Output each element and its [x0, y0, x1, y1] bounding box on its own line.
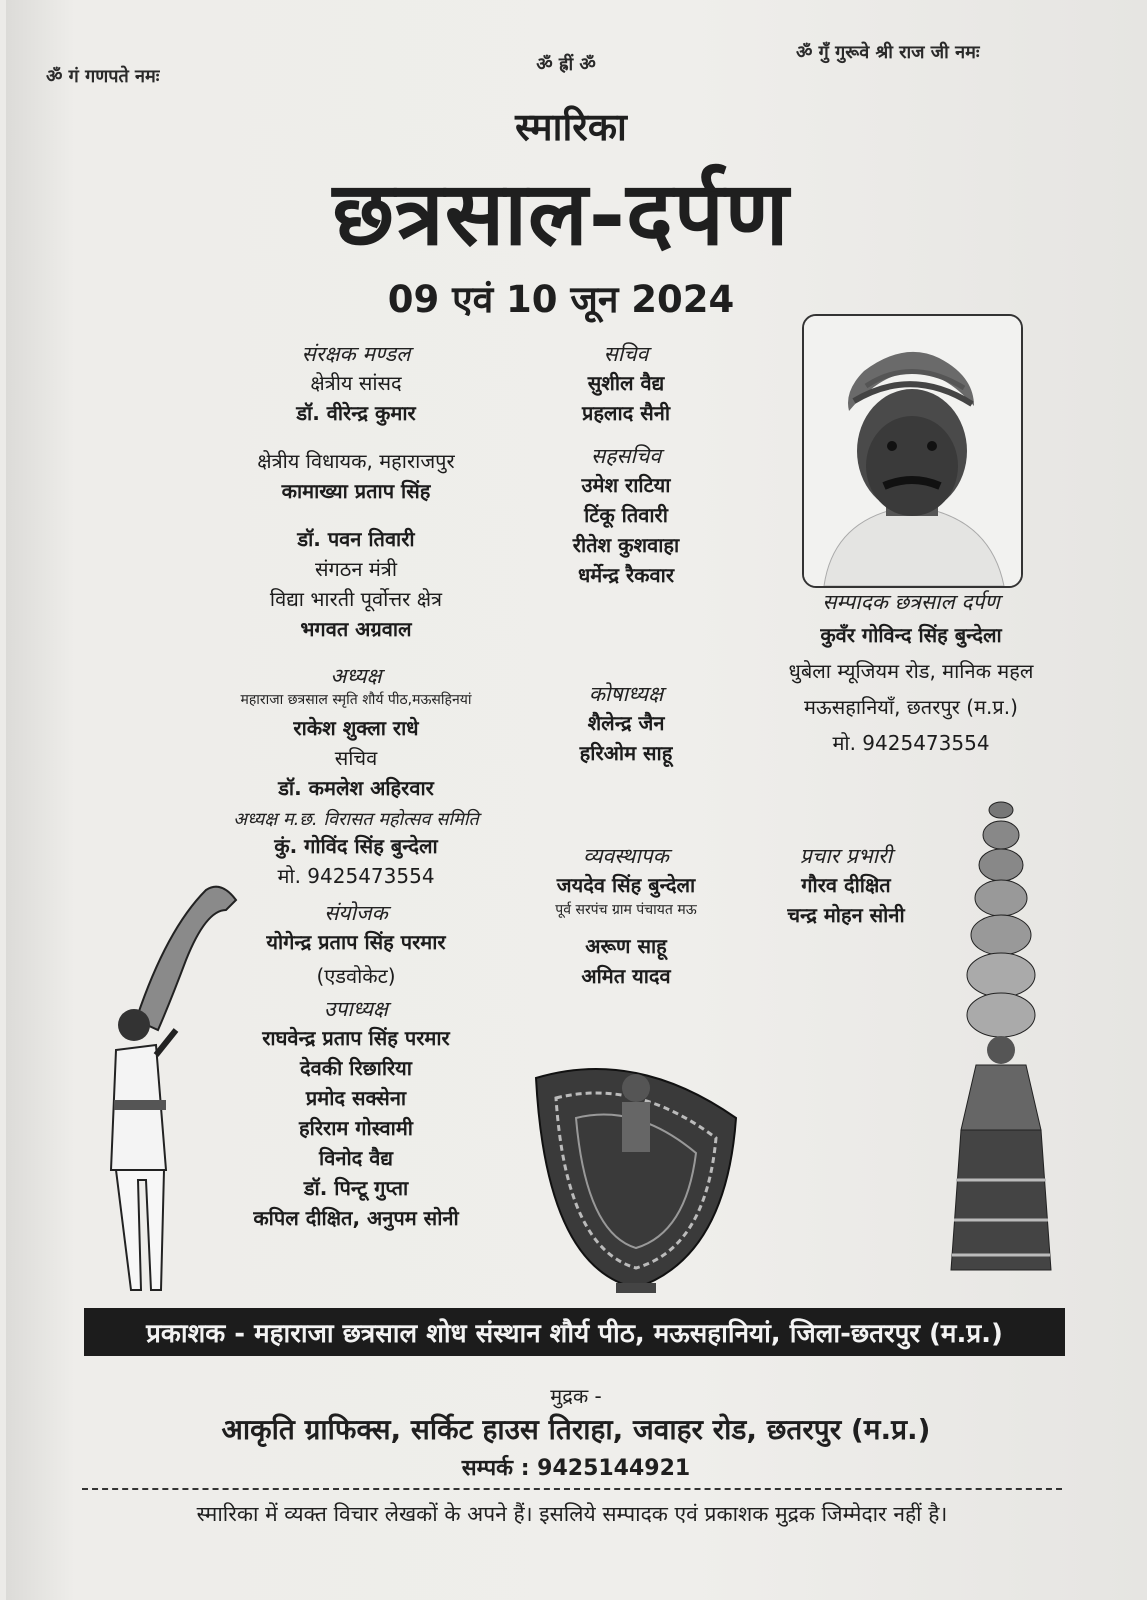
joint-secretary-name: रीतेश कुशवाहा — [572, 533, 680, 557]
mla-role: क्षेत्रीय विधायक, महाराजपुर — [257, 449, 455, 473]
publicity-block — [746, 842, 946, 930]
org-name: भगवत अग्रवाल — [300, 617, 412, 641]
printer-label: मुद्रक - — [550, 1384, 602, 1408]
vp-name: कपिल दीक्षित, अनुपम सोनी — [253, 1206, 459, 1230]
pot-carrier-illustration — [946, 800, 1056, 1290]
org-role: संगठन मंत्री — [314, 557, 398, 581]
souvenir-page — [6, 0, 1147, 1600]
joint-secretary-heading: सहसचिव — [591, 444, 661, 468]
festival-heading: अध्यक्ष म.छ. विरासत महोत्सव समिति — [233, 809, 479, 830]
invocation-left: ॐ गं गणपते नमः — [46, 66, 160, 87]
mla-name: कामाख्या प्रताप सिंह — [281, 479, 431, 503]
secretary-name: डॉ. कमलेश अहिरवार — [278, 776, 434, 800]
mp-role: क्षेत्रीय सांसद — [310, 371, 402, 395]
editor-heading: सम्पादक छत्रसाल दर्पण — [822, 590, 1000, 614]
vp-heading: उपाध्यक्ष — [323, 997, 388, 1021]
manager-name: जयदेव सिंह बुन्देला — [556, 873, 696, 897]
joint-secretary-name: धर्मेन्द्र रैकवार — [577, 563, 675, 587]
main-title: छत्रसाल-दर्पण — [332, 161, 790, 265]
president-org: महाराजा छत्रसाल स्मृति शौर्य पीठ,मऊसहिनयां — [240, 692, 472, 708]
publicity-name: चन्द्र मोहन सोनी — [787, 903, 905, 927]
secretary-heading: सचिव — [334, 746, 378, 770]
convener-name: योगेन्द्र प्रताप सिंह परमार — [266, 930, 446, 954]
treasurer-name: हरिओम साहू — [579, 741, 673, 765]
treasurer-heading: कोषाध्यक्ष — [588, 682, 664, 706]
festival-phone: मो. 9425473554 — [277, 864, 435, 888]
secretary2-name: प्रहलाद सैनी — [581, 401, 671, 425]
convener-title: (एडवोकेट) — [316, 964, 396, 988]
mp-name: डॉ. वीरेन्द्र कुमार — [296, 401, 416, 425]
footer-divider — [82, 1488, 1062, 1490]
editor-photo — [802, 314, 1023, 588]
manager-other: अरूण साहू — [585, 934, 667, 958]
souvenir-label: स्मारिका — [515, 105, 627, 149]
vp-name: डॉ. पिन्टू गुप्ता — [303, 1176, 409, 1200]
publicity-name: गौरव दीक्षित — [801, 873, 891, 897]
secretary2-name: सुशील वैद्य — [587, 371, 665, 395]
middle-column — [526, 340, 726, 590]
joint-secretary-name: उमेश राटिया — [581, 473, 671, 497]
president-heading: अध्यक्ष — [330, 664, 382, 688]
right-column — [746, 588, 1076, 758]
event-date: 09 एवं 10 जून 2024 — [387, 278, 735, 321]
vp-name: देवकी रिछारिया — [300, 1056, 412, 1080]
horn-player-illustration — [96, 870, 256, 1310]
president-name: राकेश शुक्ला राधे — [293, 716, 419, 740]
festival-name: कुं. गोविंद सिंह बुन्देला — [274, 834, 438, 858]
pawan-name: डॉ. पवन तिवारी — [297, 527, 415, 551]
manager-note: पूर्व सरपंच ग्राम पंचायत मऊ — [555, 902, 697, 918]
vp-name: प्रमोद सक्सेना — [305, 1086, 407, 1110]
manager-other: अमित यादव — [581, 964, 671, 988]
patron-heading: संरक्षक मण्डल — [301, 342, 411, 366]
joint-secretary-name: टिंकू तिवारी — [584, 503, 668, 527]
editor-name: कुवँर गोविन्द सिंह बुन्देला — [820, 623, 1002, 647]
manager-heading: व्यवस्थापक — [583, 844, 669, 868]
editor-address-line1: धुबेला म्यूजियम रोड, मानिक महल — [788, 659, 1034, 683]
secretary2-heading: सचिव — [603, 342, 649, 366]
org-region: विद्या भारती पूर्वोत्तर क्षेत्र — [269, 587, 443, 611]
vp-name: राघवेन्द्र प्रताप सिंह परमार — [262, 1026, 450, 1050]
treasurer-block — [526, 680, 726, 768]
publisher-banner: प्रकाशक - महाराजा छत्रसाल शोध संस्थान शौर्य पीठ, मऊसहानियां, जिला-छतरपुर (म.प्र.) — [84, 1308, 1065, 1356]
printer-contact: सम्पर्क : 9425144921 — [461, 1456, 691, 1481]
editor-portrait-icon — [804, 316, 1021, 586]
vp-name: हरिराम गोस्वामी — [299, 1116, 413, 1140]
editor-address-line2: मऊसहानियाँ, छतरपुर (म.प्र.) — [804, 695, 1018, 719]
disclaimer: स्मारिका में व्यक्त विचार लेखकों के अपने हैं। इसलिये सम्पादक एवं प्रकाशक मुद्रक जिम्मेदार नहीं है। — [196, 1502, 948, 1526]
editor-phone: मो. 9425473554 — [832, 731, 990, 755]
vp-name: विनोद वैद्य — [319, 1146, 393, 1170]
dancer-illustration — [526, 1058, 746, 1308]
convener-heading: संयोजक — [324, 901, 388, 925]
invocation-center: ॐ ह्रीं ॐ — [536, 54, 596, 75]
publicity-heading: प्रचार प्रभारी — [799, 844, 893, 868]
invocation-right: ॐ गुँ गुरूवे श्री राज जी नमः — [796, 42, 980, 63]
printer-name: आकृति ग्राफिक्स, सर्किट हाउस तिराहा, जवाहर रोड, छतरपुर (म.प्र.) — [221, 1413, 931, 1446]
treasurer-name: शैलेन्द्र जैन — [587, 711, 665, 735]
manager-block — [506, 842, 746, 991]
